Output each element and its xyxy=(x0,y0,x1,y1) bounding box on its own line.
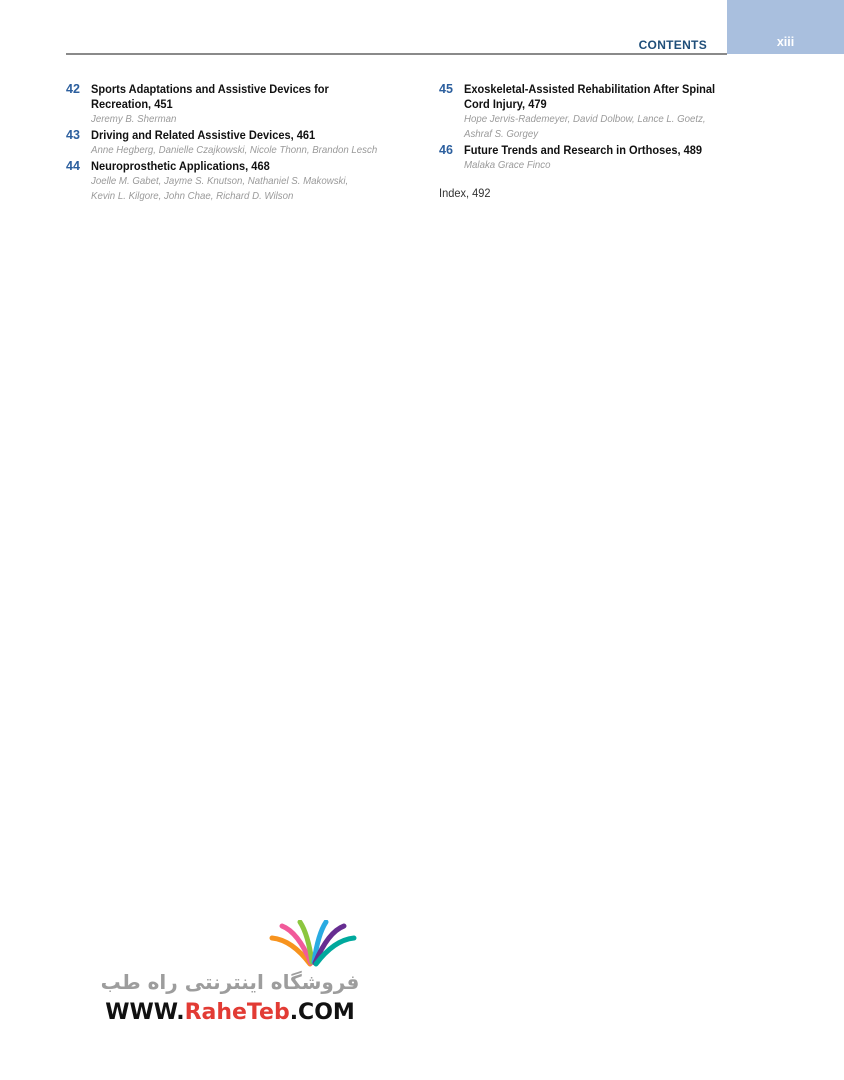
chapter-authors: Jeremy B. Sherman xyxy=(91,113,177,125)
page-number: xiii xyxy=(776,35,795,49)
url-prefix: WWW. xyxy=(105,1000,185,1025)
chapter-title: Driving and Related Assistive Devices, 461 xyxy=(91,128,316,142)
chapter-title: Exoskeletal-Assisted Rehabilitation After Spinal xyxy=(464,82,716,96)
chapter-title: Recreation, 451 xyxy=(91,97,173,111)
chapter-authors: Kevin L. Kilgore, John Chae, Richard D. Wilson xyxy=(91,190,294,202)
url-brand: RaheTeb xyxy=(184,1000,290,1025)
chapter-title: Sports Adaptations and Assistive Devices for xyxy=(91,82,329,96)
chapter-authors: Malaka Grace Finco xyxy=(464,159,551,171)
index-entry: Index, 492 xyxy=(439,186,491,200)
url-suffix: .COM xyxy=(289,1000,355,1025)
toc-entry xyxy=(439,143,759,173)
chapter-number: 45 xyxy=(439,82,453,96)
chapter-number: 44 xyxy=(66,159,80,173)
chapter-number: 46 xyxy=(439,143,453,157)
book-fan-icon xyxy=(268,920,358,968)
chapter-number: 42 xyxy=(66,82,80,96)
store-name-persian: فروشگاه اینترنتی راه طب xyxy=(100,970,360,994)
page-number-tab xyxy=(727,0,844,54)
store-url xyxy=(100,1000,360,1025)
toc-entry xyxy=(439,82,759,142)
toc-entry xyxy=(66,82,406,127)
chapter-title: Cord Injury, 479 xyxy=(464,97,547,111)
toc-left-column xyxy=(66,82,406,205)
chapter-authors: Joelle M. Gabet, Jayme S. Knutson, Nathaniel S. Makowski, xyxy=(91,175,349,187)
toc-right-column xyxy=(439,82,759,200)
running-header-title: CONTENTS xyxy=(638,38,707,52)
watermark-logo xyxy=(100,920,360,1030)
chapter-authors: Anne Hegberg, Danielle Czajkowski, Nicole Thonn, Brandon Lesch xyxy=(91,144,378,156)
chapter-title: Neuroprosthetic Applications, 468 xyxy=(91,159,270,173)
toc-entry xyxy=(66,128,406,158)
chapter-authors: Ashraf S. Gorgey xyxy=(464,128,539,140)
chapter-number: 43 xyxy=(66,128,80,142)
chapter-authors: Hope Jervis-Rademeyer, David Dolbow, Lance L. Goetz, xyxy=(464,113,706,125)
chapter-title: Future Trends and Research in Orthoses, 489 xyxy=(464,143,703,157)
header-rule xyxy=(66,53,727,55)
toc-entry xyxy=(66,159,406,204)
